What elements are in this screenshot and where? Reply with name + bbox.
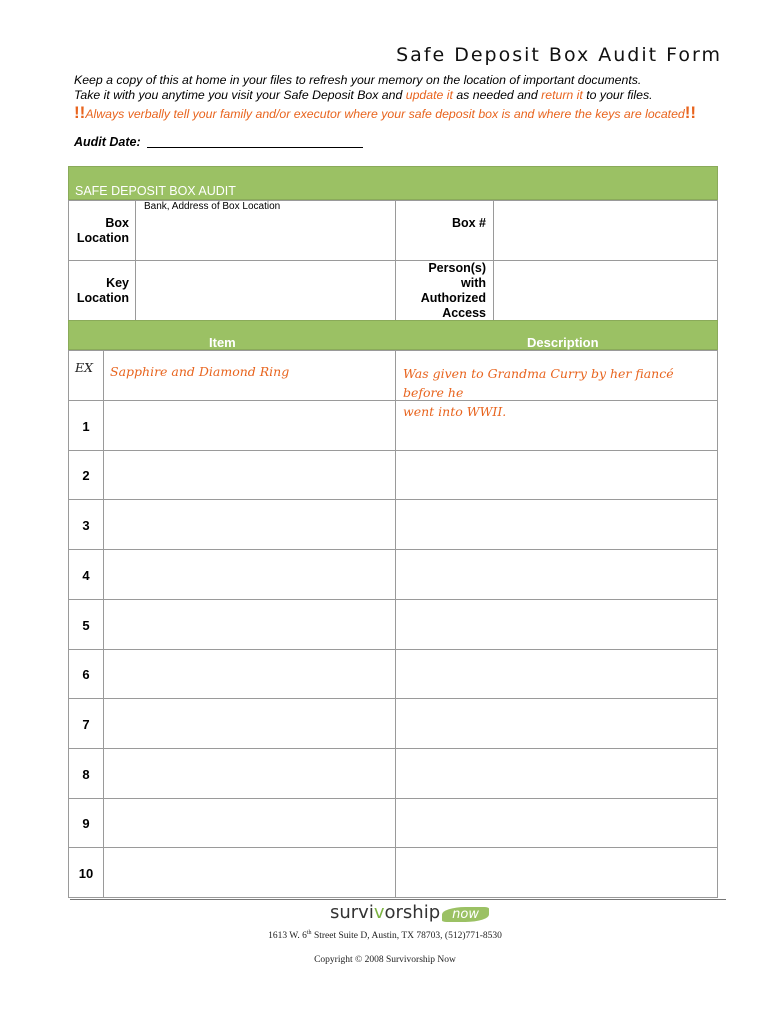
page-title: Safe Deposit Box Audit Form	[396, 44, 722, 66]
footer-divider	[70, 899, 726, 900]
leaf-logo-icon: now	[442, 907, 489, 922]
intro-line-1: Keep a copy of this at home in your files to refresh your memory on the location of important documents.	[74, 73, 642, 87]
box-location-label-1: Box	[105, 216, 129, 230]
row-description-field[interactable]	[395, 499, 718, 550]
audit-date-field[interactable]	[74, 135, 363, 149]
row-number: 5	[82, 617, 90, 633]
col-description-header: Description	[527, 335, 599, 350]
example-num-cell	[68, 350, 104, 401]
box-number-field[interactable]	[493, 200, 718, 261]
row-number: 10	[78, 865, 94, 881]
box-location-label-cell	[68, 200, 136, 261]
footer-copyright: Copyright © 2008 Survivorship Now	[314, 955, 456, 965]
row-description-field[interactable]	[395, 698, 718, 749]
row-description-field[interactable]	[395, 847, 718, 898]
row-number-cell	[68, 400, 104, 451]
survivorship-logo: survivorship now	[330, 902, 489, 923]
intro-line-2: Take it with you anytime you visit your Safe Deposit Box and update it as needed and return it to your files.	[74, 88, 653, 102]
key-location-label-1: Key	[106, 276, 129, 290]
row-description-field[interactable]	[395, 748, 718, 799]
box-number-label: Box #	[451, 216, 486, 230]
row-number-cell	[68, 698, 104, 749]
box-location-hint: Bank, Address of Box Location	[144, 201, 281, 212]
persons-field[interactable]	[493, 260, 718, 321]
row-item-field[interactable]	[103, 698, 396, 749]
row-description-field[interactable]	[395, 599, 718, 650]
row-number-cell	[68, 499, 104, 550]
section-banner	[68, 166, 718, 200]
row-item-field[interactable]	[103, 847, 396, 898]
row-number-cell	[68, 450, 104, 500]
intro-line-3: !!Always verbally tell your family and/or executor where your safe deposit box is and where the keys are located!!	[74, 103, 697, 122]
key-location-label-2: Location	[76, 291, 129, 305]
col-item-header: Item	[209, 335, 236, 350]
box-location-label-2: Location	[76, 231, 129, 245]
row-description-field[interactable]	[395, 400, 718, 451]
example-num: EX	[75, 360, 94, 375]
row-number: 9	[82, 816, 90, 831]
row-item-field[interactable]	[103, 748, 396, 799]
row-number: 1	[82, 418, 90, 434]
row-item-field[interactable]	[103, 798, 396, 848]
table-header	[68, 320, 718, 350]
footer-address: 1613 W. 6th Street Suite D, Austin, TX 78703, (512)771-8530	[268, 930, 502, 942]
row-item-field[interactable]	[103, 400, 396, 451]
box-number-label-cell	[395, 200, 494, 261]
row-number: 6	[82, 667, 90, 682]
row-number-cell	[68, 549, 104, 600]
row-number-cell	[68, 798, 104, 848]
row-number: 3	[82, 517, 90, 533]
audit-date-line[interactable]	[147, 147, 363, 148]
row-number: 8	[82, 766, 90, 782]
row-description-field[interactable]	[395, 450, 718, 500]
row-number-cell	[68, 748, 104, 799]
example-item: Sapphire and Diamond Ring	[110, 364, 290, 379]
section-title: SAFE DEPOSIT BOX AUDIT	[75, 184, 236, 198]
row-description-field[interactable]	[395, 798, 718, 848]
row-item-field[interactable]	[103, 499, 396, 550]
example-desc-cell	[395, 350, 718, 419]
box-location-field[interactable]	[135, 200, 396, 261]
row-number: 2	[82, 468, 90, 483]
example-desc: Was given to Grandma Curry by her fiancé before he went into WWII.	[403, 366, 674, 419]
persons-label-cell	[395, 260, 494, 321]
row-item-field[interactable]	[103, 450, 396, 500]
persons-label: Person(s) with Authorized Access	[420, 261, 486, 320]
row-number: 4	[82, 567, 90, 583]
update-it-text: update it	[405, 88, 453, 102]
return-it-text: return it	[541, 88, 583, 102]
row-description-field[interactable]	[395, 649, 718, 699]
row-description-field[interactable]	[395, 549, 718, 600]
key-location-field[interactable]	[135, 260, 396, 321]
row-item-field[interactable]	[103, 649, 396, 699]
audit-date-label: Audit Date:	[74, 135, 141, 149]
row-number-cell	[68, 847, 104, 898]
row-number-cell	[68, 649, 104, 699]
key-location-label-cell	[68, 260, 136, 321]
example-item-cell	[103, 350, 396, 401]
row-number-cell	[68, 599, 104, 650]
row-item-field[interactable]	[103, 599, 396, 650]
row-item-field[interactable]	[103, 549, 396, 600]
row-number: 7	[82, 716, 90, 732]
